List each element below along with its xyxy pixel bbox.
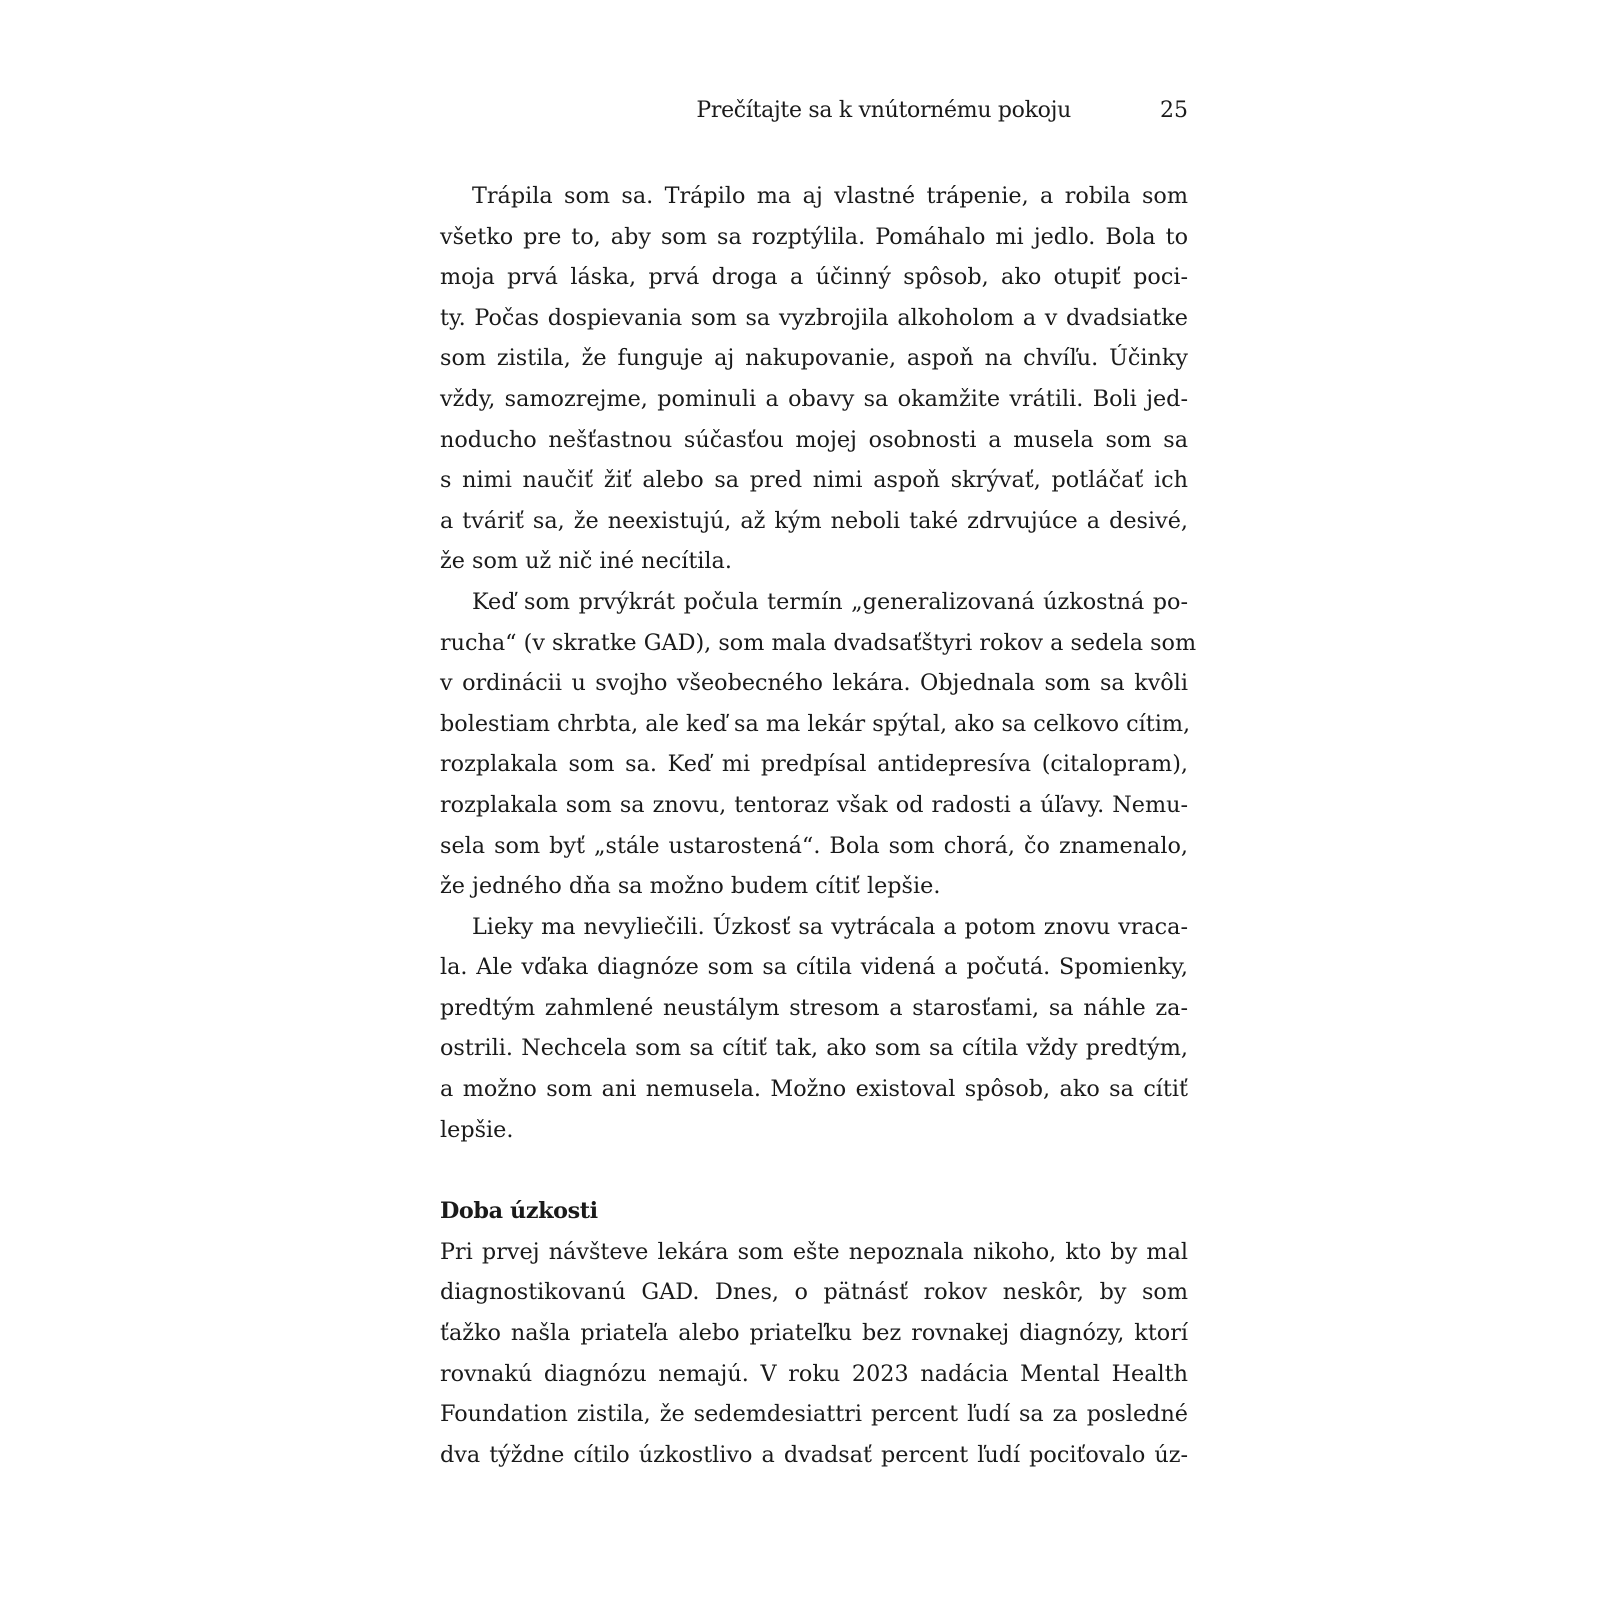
running-head [440,98,1188,134]
text-line: diagnostikovanú GAD. Dnes, o pätnásť rokov neskôr, by som [440,1279,1188,1306]
text-line: rozplakala som sa znovu, tentoraz však od radosti a úľavy. Nemu- [440,791,1188,818]
paragraph [440,176,1188,582]
text-line: som zistila, že funguje aj nakupovanie, aspoň na chvíľu. Účinky [440,345,1188,372]
text-line: Trápila som sa. Trápilo ma aj vlastné trápenie, a robila som [472,183,1188,209]
page-number: 25 [1160,98,1188,123]
text-line: rovnakú diagnózu nemajú. V roku 2023 nadácia Mental Health [440,1360,1188,1387]
paragraph [440,907,1188,1151]
text-line: že som už nič iné necítila. [440,548,732,575]
text-line: predtým zahmlené neustálym stresom a starosťami, sa náhle za- [440,994,1188,1021]
text-line: rucha“ (v skratke GAD), som mala dvadsaťštyri rokov a sedela som [440,629,1197,656]
section [440,1191,1188,1475]
paragraph [440,582,1197,907]
text-line: ťažko našla priateľa alebo priateľku bez rovnakej diagnózy, ktorí [440,1320,1188,1347]
text-line: s nimi naučiť žiť alebo sa pred nimi aspoň skrývať, potláčať ich [440,467,1188,494]
text-line: bolestiam chrbta, ale keď sa ma lekár spýtal, ako sa celkovo cítim, [440,710,1191,737]
body-text [440,176,1197,1475]
section-heading: Doba úzkosti [440,1198,598,1225]
text-line: a možno som ani nemusela. Možno existoval spôsob, ako sa cítiť [440,1076,1188,1103]
section-spacer [440,1150,1188,1191]
text-line: všetko pre to, aby som sa rozptýlila. Pomáhalo mi jedlo. Bola to [440,223,1188,250]
text-line: la. Ale vďaka diagnóze som sa cítila videná a počutá. Spomienky, [440,954,1188,981]
text-line: vždy, samozrejme, pominuli a obavy sa okamžite vrátili. Boli jed- [440,385,1188,412]
running-head-title: Prečítajte sa k vnútornému pokoju [696,98,1071,123]
text-line: lepšie. [440,1116,514,1143]
text-line: noducho nešťastnou súčasťou mojej osobnosti a musela som sa [440,426,1188,453]
text-line: Foundation zistila, že sedemdesiattri percent ľudí sa za posledné [440,1401,1188,1428]
text-line: dva týždne cítilo úzkostlivo a dvadsať percent ľudí pociťovalo úz- [440,1441,1188,1468]
text-line: že jedného dňa sa možno budem cítiť lepšie. [440,873,941,900]
text-line: Lieky ma nevyliečili. Úzkosť sa vytrácala a potom znovu vraca- [472,913,1188,940]
text-line: Keď som prvýkrát počula termín „generalizovaná úzkostná po- [472,588,1188,615]
text-line: v ordinácii u svojho všeobecného lekára. Objednala som sa kvôli [440,670,1188,697]
text-line: sela som byť „stále ustarostená“. Bola som chorá, čo znamenalo, [440,832,1188,859]
text-line: ostrili. Nechcela som sa cítiť tak, ako som sa cítila vždy predtým, [440,1035,1188,1062]
text-line: Pri prvej návšteve lekára som ešte nepoznala nikoho, kto by mal [440,1238,1188,1265]
text-line: ty. Počas dospievania som sa vyzbrojila alkoholom a v dvadsiatke [440,304,1188,331]
text-line: a tváriť sa, že neexistujú, až kým neboli také zdrvujúce a desivé, [440,507,1188,534]
text-line: rozplakala som sa. Keď mi predpísal antidepresíva (citalopram), [440,751,1188,778]
text-line: moja prvá láska, prvá droga a účinný spôsob, ako otupiť poci- [440,264,1188,291]
